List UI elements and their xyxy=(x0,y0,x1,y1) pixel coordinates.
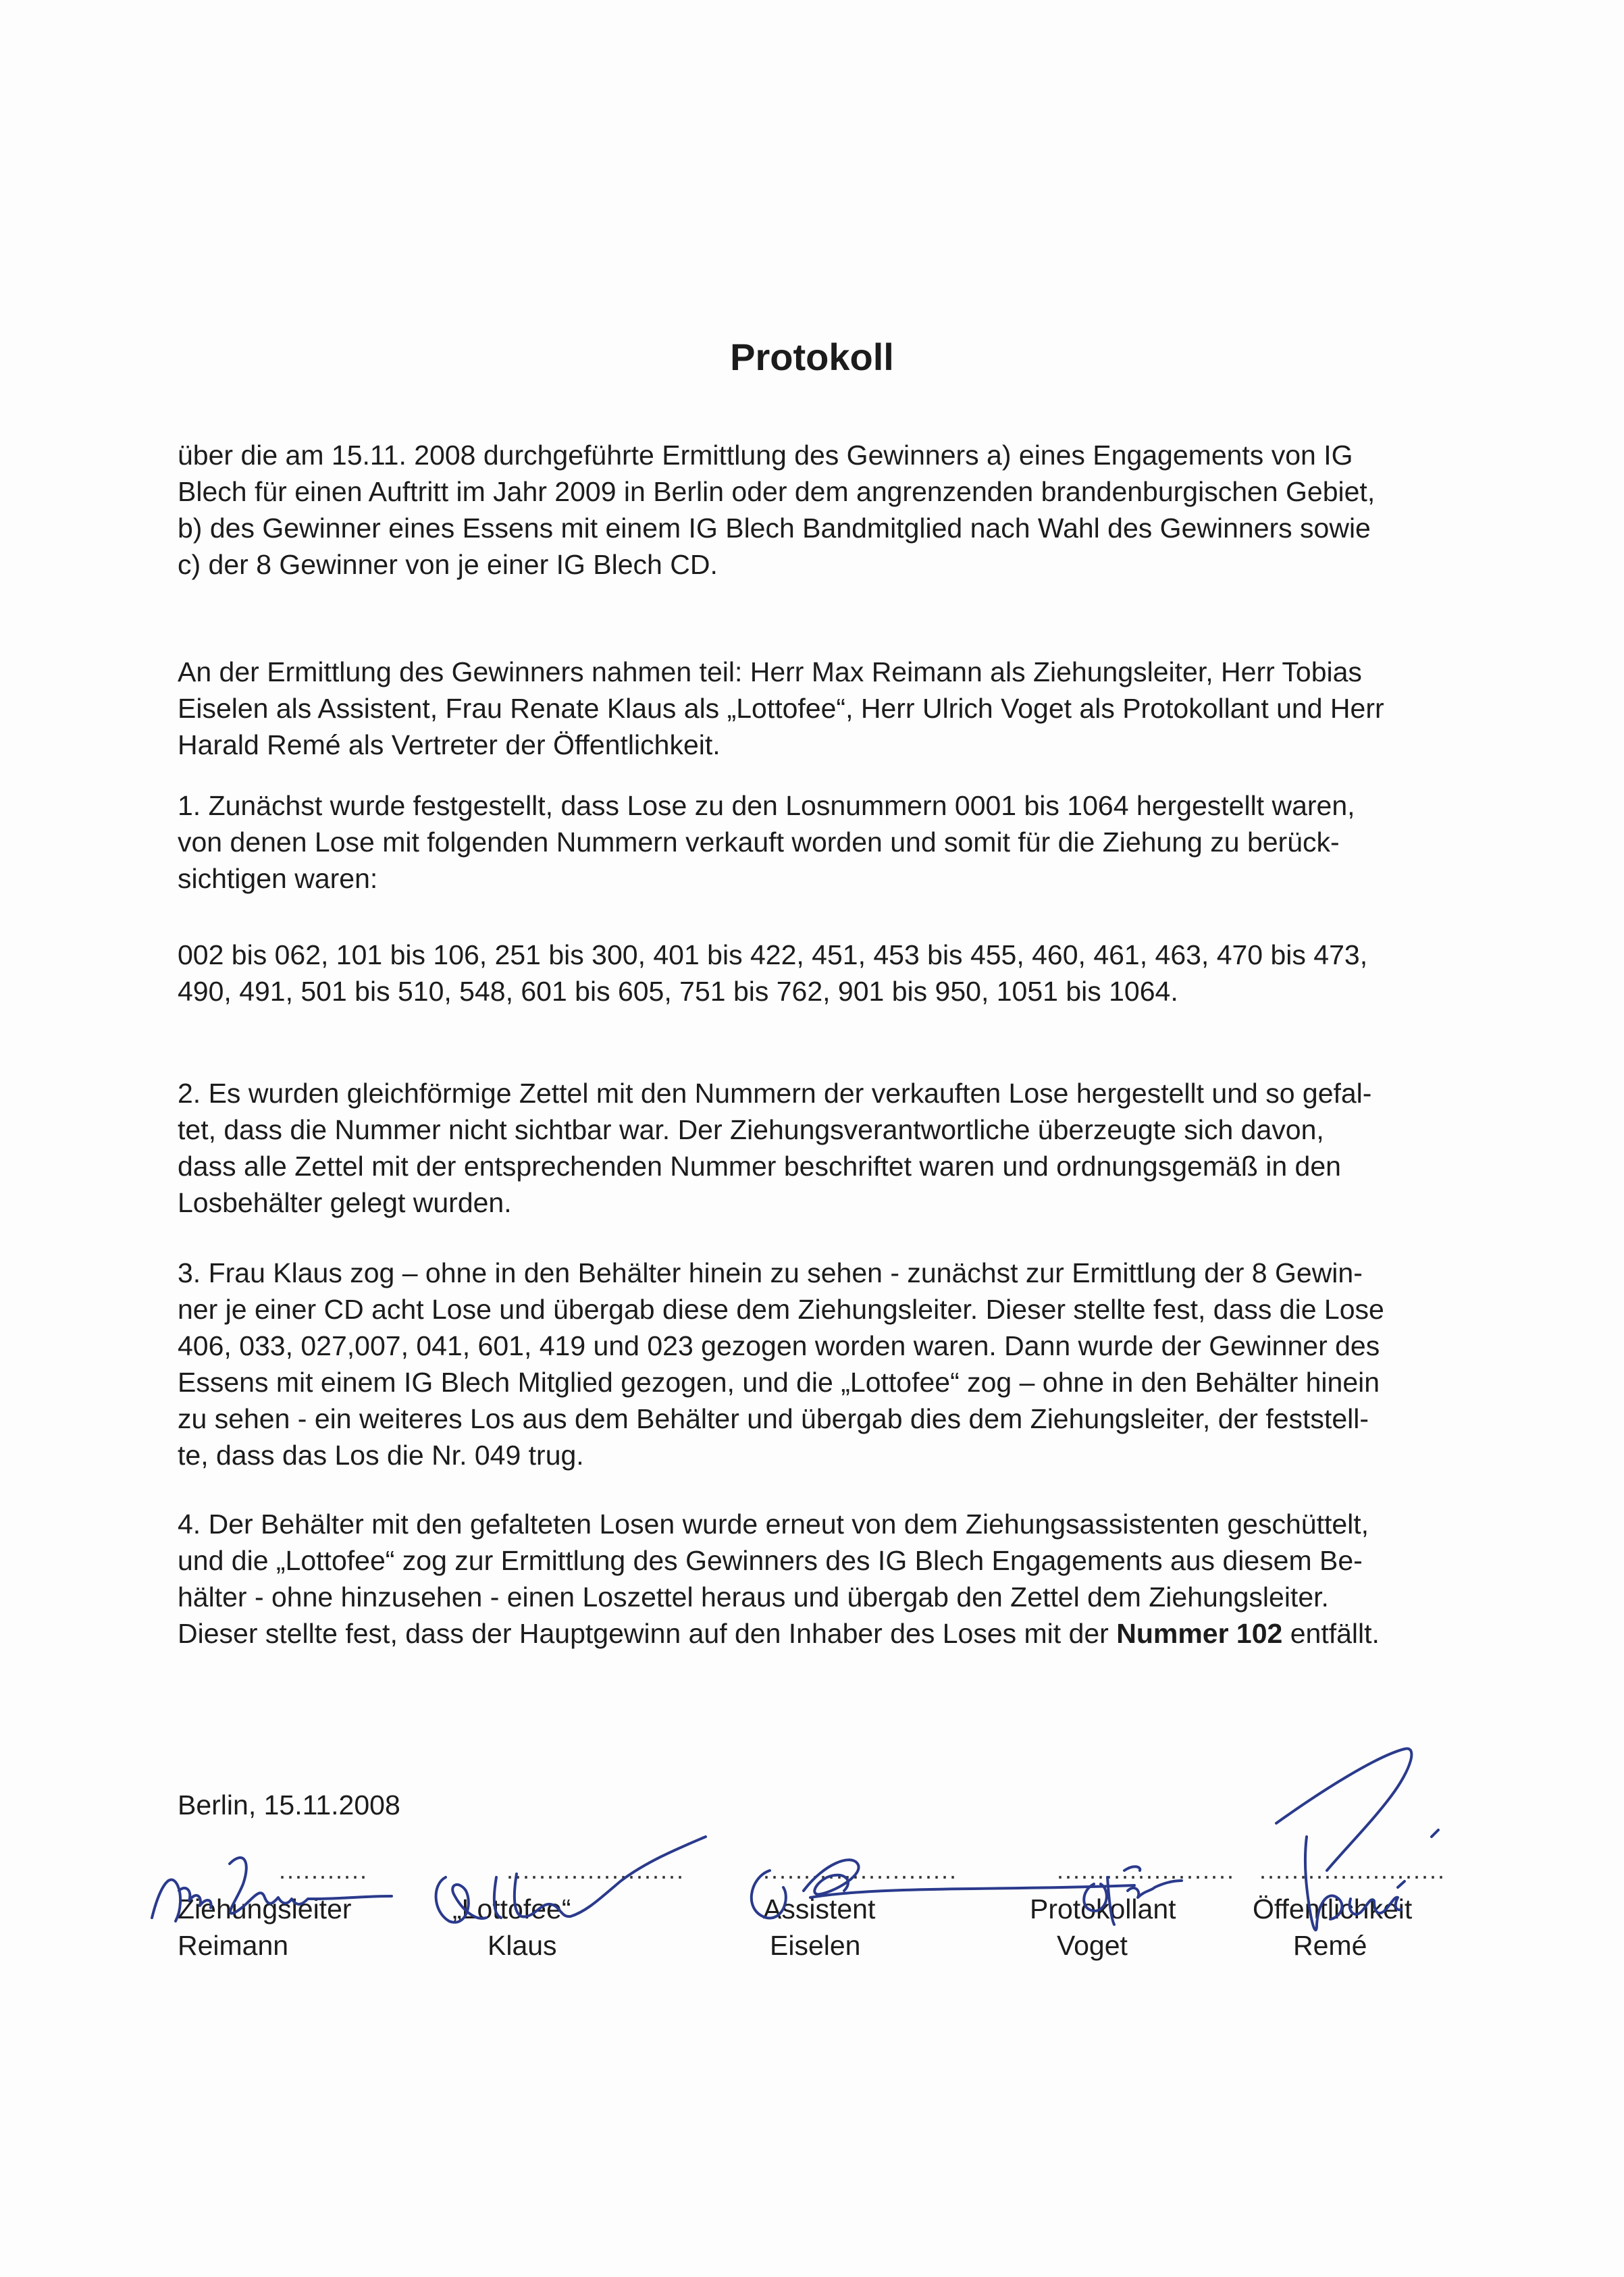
signature-role: Ziehungsleiter xyxy=(178,1893,352,1925)
signature-role: Assistent xyxy=(763,1893,876,1925)
signature-person: Remé xyxy=(1293,1930,1367,1961)
signature-person: Voget xyxy=(1057,1930,1128,1961)
intro-paragraph: über die am 15.11. 2008 durchgeführte Ermittlung des Gewinners a) eines Engagements von IG Blech für einen Auftritt im Jahr 2009 in Berlin oder dem angrenzenden brandenburgischen Gebiet, b) des Gewinner eines Essens mit einem IG Blech Bandmitglied nach Wahl des Gewinners sowie c) der 8 Gewinner von je einer IG Blech CD. xyxy=(178,440,1376,580)
winning-number: Nummer 102 xyxy=(1116,1618,1283,1649)
signature-block-voget xyxy=(1030,1850,1273,1964)
sold-numbers-paragraph: 002 bis 062, 101 bis 106, 251 bis 300, 401 bis 422, 451, 453 bis 455, 460, 461, 463, 470 bis 473, 490, 491, 501 bis 510, 548, 601 bis 605, 751 bis 762, 901 bis 950, 1051 bis 1064. xyxy=(178,939,1368,1007)
signature-line: ....................... xyxy=(1259,1856,1446,1884)
signature-block-klaus xyxy=(452,1850,696,1964)
step-1-paragraph: 1. Zunächst wurde festgestellt, dass Lose zu den Losnummern 0001 bis 1064 hergestellt waren, von denen Lose mit folgenden Nummern verkauft worden und somit für die Ziehung zu berück- sichtigen waren: xyxy=(178,790,1355,894)
step-4-paragraph xyxy=(178,1506,1521,1652)
step-2-paragraph: 2. Es wurden gleichförmige Zettel mit den Nummern der verkauften Lose hergestellt und so gefal- tet, dass die Nummer nicht sichtbar war. Der Ziehungsverantwortliche überzeugte sich davon, dass alle Zettel mit der entsprechenden Nummer beschriftet waren und ordnungsgemäß in den Losbehälter gelegt wurden. xyxy=(178,1078,1372,1218)
signature-role: Protokollant xyxy=(1030,1893,1176,1925)
signature-person: Reimann xyxy=(178,1930,289,1961)
signature-block-reme xyxy=(1253,1850,1496,1964)
step-4-text: 4. Der Behälter mit den gefalteten Losen wurde erneut von dem Ziehungsassistenten geschüttelt, und die „Lottofee“ zog zur Ermittlung des Gewinners des IG Blech Engagements aus diesem Be- hälter - ohne hinzusehen - einen Loszettel heraus und übergab den Zettel dem Ziehungsleiter. Dieser stellte fest, dass der Hauptgewinn auf den Inhaber des Loses mit der xyxy=(178,1509,1369,1649)
document-title: Protokoll xyxy=(730,336,894,378)
place-date: Berlin, 15.11.2008 xyxy=(178,1789,400,1821)
signature-line: ...................... xyxy=(506,1856,685,1884)
step-4-end: entfällt. xyxy=(1282,1618,1380,1649)
participants-paragraph: An der Ermittlung des Gewinners nahmen teil: Herr Max Reimann als Ziehungsleiter, Herr Tobias Eiselen als Assistent, Frau Renate Klaus als „Lottofee“, Herr Ulrich Voget als Protokollant und Herr Harald Remé als Vertreter der Öffentlichkeit. xyxy=(178,656,1384,760)
signature-block-reimann xyxy=(178,1850,421,1964)
signature-line: ...................... xyxy=(1057,1856,1236,1884)
signature-block-eiselen xyxy=(760,1850,1003,1964)
signature-role: „Lottofee“ xyxy=(452,1893,571,1925)
signature-role: Öffentlichkeit xyxy=(1253,1893,1413,1925)
signature-line: ........... xyxy=(279,1856,369,1884)
signature-line: ........................ xyxy=(763,1856,958,1884)
signature-person: Eiselen xyxy=(770,1930,861,1961)
step-3-paragraph: 3. Frau Klaus zog – ohne in den Behälter hinein zu sehen - zunächst zur Ermittlung der 8 Gewin- ner je einer CD acht Lose und übergab diese dem Ziehungsleiter. Dieser stellte fest, dass die Lose 406, 033, 027,007, 041, 601, 419 und 023 gezogen worden waren. Dann wurde der Gewinner des Essens mit einem IG Blech Mitglied gezogen, und die „Lottofee“ zog – ohne in den Behälter hinein zu sehen - ein weiteres Los aus dem Behälter und übergab dies dem Ziehungsleiter, der feststell- te, dass das Los die Nr. 049 trug. xyxy=(178,1257,1384,1471)
signature-person: Klaus xyxy=(488,1930,557,1961)
